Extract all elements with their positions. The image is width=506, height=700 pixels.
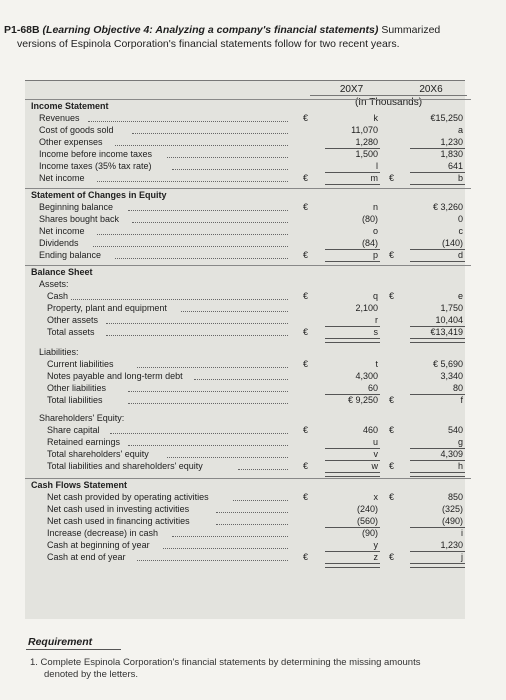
statement-row: [33, 225, 463, 237]
currency-20x6: €: [389, 461, 395, 471]
statement-row: [33, 424, 463, 436]
value-20x6: (490): [441, 516, 463, 526]
requirement-title: Requirement: [28, 636, 93, 648]
statement-row: [33, 527, 463, 539]
row-label: Shares bought back: [39, 214, 120, 224]
statement-row: [33, 124, 463, 136]
value-20x6: €15,250: [430, 113, 463, 123]
value-20x7: m: [370, 173, 378, 183]
row-label: Net income: [39, 173, 85, 183]
value-20x7: s: [373, 327, 378, 337]
currency-20x6: €: [389, 291, 395, 301]
column-header-20x7: 20X7: [339, 84, 364, 95]
value-20x7: w: [371, 461, 378, 471]
statement-row: [33, 394, 463, 406]
currency-20x7: €: [303, 113, 309, 123]
row-label: Cash: [47, 291, 69, 301]
value-20x7: 460: [362, 425, 378, 435]
learning-objective: (Learning Objective 4: Analyzing a company's financial statements): [42, 24, 379, 36]
value-20x6: 1,830: [440, 149, 463, 159]
value-20x6: c: [458, 226, 463, 236]
row-label: Total shareholders' equity: [47, 449, 149, 459]
value-20x6: 1,230: [440, 540, 463, 550]
row-label: Total liabilities: [47, 395, 103, 405]
row-label: Ending balance: [39, 250, 102, 260]
statement-row: [33, 370, 463, 382]
row-label: Beginning balance: [39, 202, 114, 212]
row-label: Total assets: [47, 327, 95, 337]
currency-20x7: €: [303, 202, 309, 212]
currency-20x6: €: [389, 552, 395, 562]
value-20x6: e: [457, 291, 463, 301]
currency-20x6: €: [389, 492, 395, 502]
statement-row: [33, 491, 463, 503]
currency-20x7: €: [303, 327, 309, 337]
row-label: Income taxes (35% tax rate): [39, 161, 152, 171]
row-label: Income before income taxes: [39, 149, 153, 159]
value-20x7: r: [375, 315, 378, 325]
row-label: Other assets: [47, 315, 99, 325]
statement-row: [33, 249, 463, 261]
value-20x7: 4,300: [355, 371, 378, 381]
value-20x7: 1,500: [355, 149, 378, 159]
value-20x6: j: [461, 552, 463, 562]
value-20x6: € 5,690: [432, 359, 463, 369]
value-20x7: € 9,250: [347, 395, 378, 405]
value-20x7: z: [373, 552, 378, 562]
value-20x6: g: [457, 437, 463, 447]
statement-row: [33, 112, 463, 124]
row-label: Dividends: [39, 238, 79, 248]
statement-row: [33, 172, 463, 184]
statement-row: [33, 201, 463, 213]
shareholders-equity-label: Shareholders' Equity:: [39, 413, 125, 423]
currency-20x7: €: [303, 173, 309, 183]
row-label: Revenues: [39, 113, 80, 123]
value-20x7: 60: [367, 383, 378, 393]
currency-20x7: €: [303, 425, 309, 435]
row-label: Cash at beginning of year: [47, 540, 150, 550]
value-20x7: n: [372, 202, 378, 212]
value-20x6: 3,340: [440, 371, 463, 381]
row-label: Property, plant and equipment: [47, 303, 167, 313]
financial-statements-table: [25, 80, 465, 619]
statement-row: [33, 136, 463, 148]
statement-row: [33, 148, 463, 160]
row-label: Cost of goods sold: [39, 125, 114, 135]
statement-row: [33, 213, 463, 225]
income-statement-heading: Income Statement: [25, 99, 471, 112]
value-20x6: 641: [447, 161, 463, 171]
row-label: Net cash provided by operating activities: [47, 492, 209, 502]
cash-flows-heading: Cash Flows Statement: [25, 478, 471, 491]
statement-row: [33, 539, 463, 551]
value-20x7: p: [372, 250, 378, 260]
requirement-line-2: denoted by the letters.: [44, 669, 139, 680]
value-20x6: (140): [441, 238, 463, 248]
value-20x6: f: [460, 395, 463, 405]
row-label: Net cash used in investing activities: [47, 504, 190, 514]
value-20x6: 4,309: [440, 449, 463, 459]
row-label: Increase (decrease) in cash: [47, 528, 159, 538]
column-header-20x6: 20X6: [419, 84, 443, 95]
value-20x6: h: [457, 461, 463, 471]
currency-20x7: €: [303, 552, 309, 562]
requirement-line-1: 1. Complete Espinola Corporation's financial statements by determining the missing amounts: [30, 657, 421, 668]
value-20x7: (90): [361, 528, 378, 538]
value-20x7: t: [375, 359, 378, 369]
statement-row: [33, 503, 463, 515]
value-20x7: 11,070: [351, 125, 378, 135]
statement-row: [33, 160, 463, 172]
statement-row: [33, 290, 463, 302]
assets-label: Assets:: [39, 279, 69, 289]
currency-20x7: €: [303, 250, 309, 260]
value-20x6: d: [457, 250, 463, 260]
value-20x6: €13,419: [430, 327, 463, 337]
row-label: Total liabilities and shareholders' equity: [47, 461, 203, 471]
value-20x7: o: [372, 226, 378, 236]
statement-row: [33, 326, 463, 338]
currency-20x6: €: [389, 425, 395, 435]
value-20x6: i: [461, 528, 463, 538]
value-20x6: 850: [447, 492, 463, 502]
value-20x6: 1,750: [440, 303, 463, 313]
value-20x7: 2,100: [355, 303, 378, 313]
problem-heading: [4, 24, 440, 37]
statement-row: [33, 551, 463, 563]
statement-row: [33, 448, 463, 460]
value-20x6: € 3,260: [432, 202, 463, 212]
units-label: (In Thousands): [354, 97, 423, 108]
statement-row: [33, 436, 463, 448]
value-20x6: 0: [457, 214, 463, 224]
liabilities-label: Liabilities:: [39, 347, 79, 357]
value-20x7: 1,280: [355, 137, 378, 147]
value-20x6: 1,230: [440, 137, 463, 147]
value-20x6: 540: [447, 425, 463, 435]
row-label: Net income: [39, 226, 85, 236]
problem-description: versions of Espinola Corporation's financial statements follow for two recent years.: [17, 38, 400, 50]
value-20x6: (325): [441, 504, 463, 514]
balance-sheet-heading: Balance Sheet: [25, 265, 471, 278]
currency-20x7: €: [303, 359, 309, 369]
value-20x7: x: [373, 492, 378, 502]
statement-row: [33, 460, 463, 472]
statement-row: [33, 237, 463, 249]
value-20x7: q: [372, 291, 378, 301]
row-label: Cash at end of year: [47, 552, 126, 562]
currency-20x6: €: [389, 395, 395, 405]
value-20x6: a: [457, 125, 463, 135]
requirement-text: [30, 657, 420, 681]
heading-rest: Summarized: [381, 24, 441, 36]
problem-code: P1-68B: [4, 24, 40, 36]
currency-20x7: €: [303, 492, 309, 502]
value-20x7: l: [376, 161, 378, 171]
statement-row: [33, 314, 463, 326]
value-20x7: (240): [356, 504, 378, 514]
value-20x7: (80): [361, 214, 378, 224]
value-20x7: v: [373, 449, 378, 459]
value-20x6: 80: [452, 383, 463, 393]
row-label: Other liabilities: [47, 383, 107, 393]
statement-row: [33, 382, 463, 394]
value-20x6: b: [457, 173, 463, 183]
row-label: Other expenses: [39, 137, 103, 147]
statement-row: [33, 302, 463, 314]
statement-row: [33, 515, 463, 527]
row-label: Notes payable and long-term debt: [47, 371, 183, 381]
value-20x7: u: [372, 437, 378, 447]
value-20x7: (84): [361, 238, 378, 248]
value-20x7: k: [373, 113, 378, 123]
currency-20x7: €: [303, 291, 309, 301]
row-label: Retained earnings: [47, 437, 121, 447]
equity-statement-heading: Statement of Changes in Equity: [25, 188, 471, 201]
statement-row: [33, 358, 463, 370]
row-label: Net cash used in financing activities: [47, 516, 190, 526]
value-20x6: 10,404: [435, 315, 463, 325]
value-20x7: (560): [356, 516, 378, 526]
currency-20x6: €: [389, 173, 395, 183]
currency-20x6: €: [389, 250, 395, 260]
row-label: Current liabilities: [47, 359, 114, 369]
row-label: Share capital: [47, 425, 100, 435]
currency-20x7: €: [303, 461, 309, 471]
value-20x7: y: [373, 540, 378, 550]
